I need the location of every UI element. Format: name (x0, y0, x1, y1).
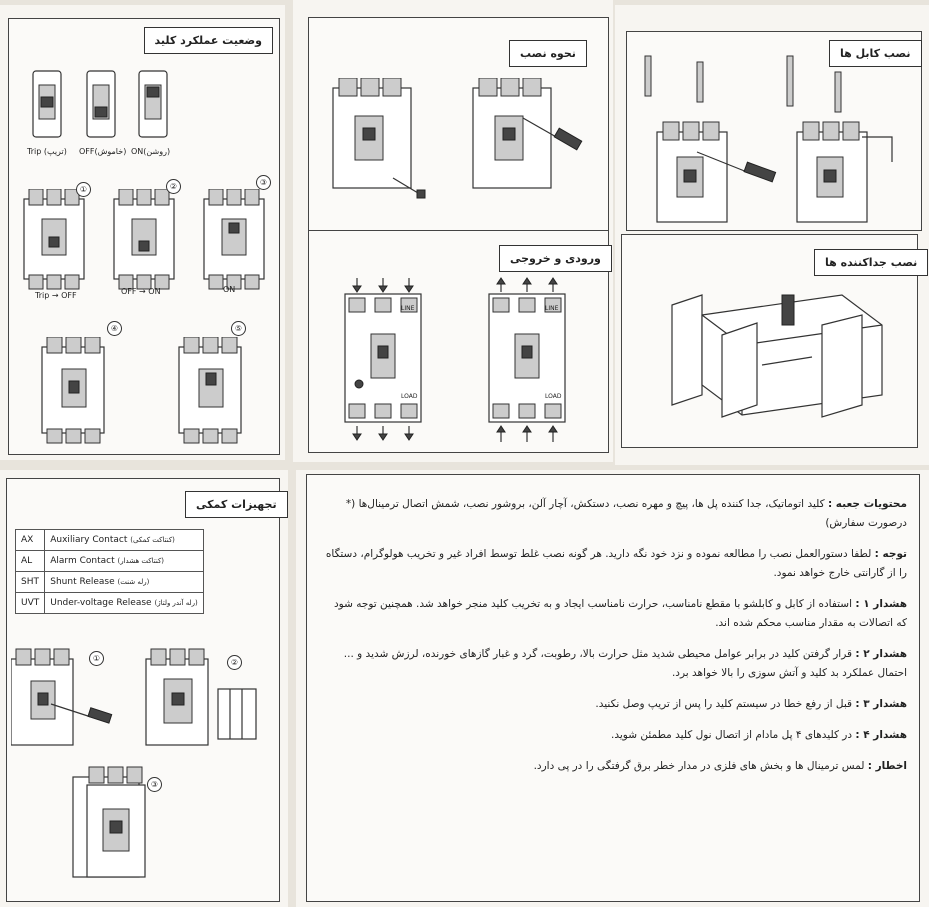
accessory-name: Alarm Contact (50, 556, 115, 566)
step-5-number: ⑤ (231, 321, 246, 336)
note-key: هشدار ۳ : (855, 698, 907, 710)
note-key: محتویات جعبه : (827, 498, 907, 510)
accessory-step-2-number: ② (227, 655, 242, 670)
accessory-step-1-number: ① (89, 651, 104, 666)
accessory-fa: (کنتاکت هشدار) (117, 557, 165, 565)
table-row (16, 593, 204, 614)
note-warning-2 (322, 645, 907, 683)
accessory-code: AX (16, 530, 45, 551)
accessory-fa: (رله شنت) (117, 578, 150, 586)
note-body: قبل از رفع خطا در سیستم کلید را پس از تریپ وصل نکنید. (595, 698, 853, 710)
separator-install-illustration (662, 285, 902, 435)
accessory-step-3-number: ③ (147, 777, 162, 792)
input-output-title: ورودی و خروجی (499, 245, 612, 272)
handle-states-illustration (29, 67, 179, 142)
note-attention (322, 545, 907, 583)
accessory-code: UVT (16, 593, 45, 614)
accessory-fa: (رله آندر ولتاژ) (154, 599, 198, 607)
note-body: لطفا دستورالعمل نصب را مطالعه نموده و نزد خود نگه دارید. هر گونه نصب غلط توسط افراد غیر و تخریب هولوگرام، دستگاه را از گارانتی خارج خواهد نمود. (325, 548, 907, 579)
note-warning-3 (322, 695, 907, 714)
note-body: استفاده از کابل و کابلشو با مقطع نامناسب، حرارت نامناسب ایجاد و به تخریب کلید منجر خواهد شد. همچنین توجه شود که اتصالات به مقدار مناسب محکم شده اند. (333, 598, 907, 629)
separator-install-title: نصب جداکننده ها (814, 249, 928, 276)
step-1-number: ① (76, 182, 91, 197)
step-3-number: ③ (256, 175, 271, 190)
cable-install-title: نصب کابل ها (829, 40, 922, 67)
accessories-table (15, 529, 204, 614)
input-output-illustration (339, 276, 599, 446)
note-key: هشدار ۱ : (855, 598, 907, 610)
note-danger (322, 757, 907, 776)
accessory-fa: (کنتاکت کمکی) (130, 536, 175, 544)
note-key: هشدار ۴ : (855, 729, 907, 741)
accessory-name: Auxiliary Contact (50, 535, 128, 545)
state-trip-label: Trip (تریپ) (27, 147, 67, 156)
installation-title: نحوه نصب (509, 40, 587, 67)
state-on-label: ON(روشن) (131, 147, 171, 156)
cable-install-panel (626, 31, 922, 231)
accessories-panel (6, 478, 280, 902)
load-label-left: LOAD (401, 393, 418, 400)
line-label-right: LINE (545, 305, 559, 312)
accessory-code: SHT (16, 572, 45, 593)
line-label-left: LINE (401, 305, 415, 312)
accessory-code: AL (16, 551, 45, 572)
cable-install-illustration (637, 52, 917, 227)
state-off-label: OFF(خاموش) (79, 147, 127, 156)
breaker-status-title: وضعیت عملکرد کلید (144, 27, 273, 54)
note-key: هشدار ۲ : (855, 648, 907, 660)
input-output-panel (308, 230, 609, 453)
accessory-name: Under-voltage Release (50, 598, 152, 608)
note-warning-1 (322, 595, 907, 633)
step-3-caption: ON (223, 285, 236, 294)
note-body: قرار گرفتن کلید در برابر عوامل محیطی شدید مثل حرارت بالا، رطوبت، گرد و غبار گازهای خورنده، لرزش شدید و ... احتمال عملکرد بد کلید و آتش سوزی را بالا خواهد برد. (343, 648, 907, 679)
table-row (16, 530, 204, 551)
accessory-name: Shunt Release (50, 577, 115, 587)
breaker-status-panel (8, 18, 280, 455)
installation-panel (308, 17, 609, 231)
separator-install-panel (621, 234, 918, 448)
note-body: کلید اتوماتیک، جدا کننده پل ها، پیچ و مهره نصب، دستکش، آچار آلن، بروشور نصب، شمش اتصال ترمینال‌ها (* درصورت سفارش) (345, 498, 907, 529)
notes-panel (306, 474, 920, 902)
note-key: توجه : (874, 548, 907, 560)
table-row (16, 572, 204, 593)
note-body: لمس ترمینال ها و بخش های فلزی در مدار خطر برق گرفتگی را در پی دارد. (533, 760, 865, 772)
breaker-steps-row1 (19, 189, 274, 294)
step-2-caption: OFF → ON (121, 287, 161, 296)
note-warning-4 (322, 726, 907, 745)
installation-illustration (323, 78, 603, 213)
accessories-title: تجهیزات کمکی (185, 491, 288, 518)
notes-text (322, 495, 907, 788)
breaker-steps-row2 (37, 337, 267, 447)
step-1-caption: Trip → OFF (35, 291, 77, 300)
accessories-illustration (11, 639, 271, 894)
note-key: اخطار : (867, 760, 907, 772)
step-2-number: ② (166, 179, 181, 194)
note-body: در کلیدهای ۴ پل مادام از اتصال نول کلید مطمئن شوید. (611, 729, 853, 741)
step-4-number: ④ (107, 321, 122, 336)
table-row (16, 551, 204, 572)
load-label-right: LOAD (545, 393, 562, 400)
note-contents (322, 495, 907, 533)
